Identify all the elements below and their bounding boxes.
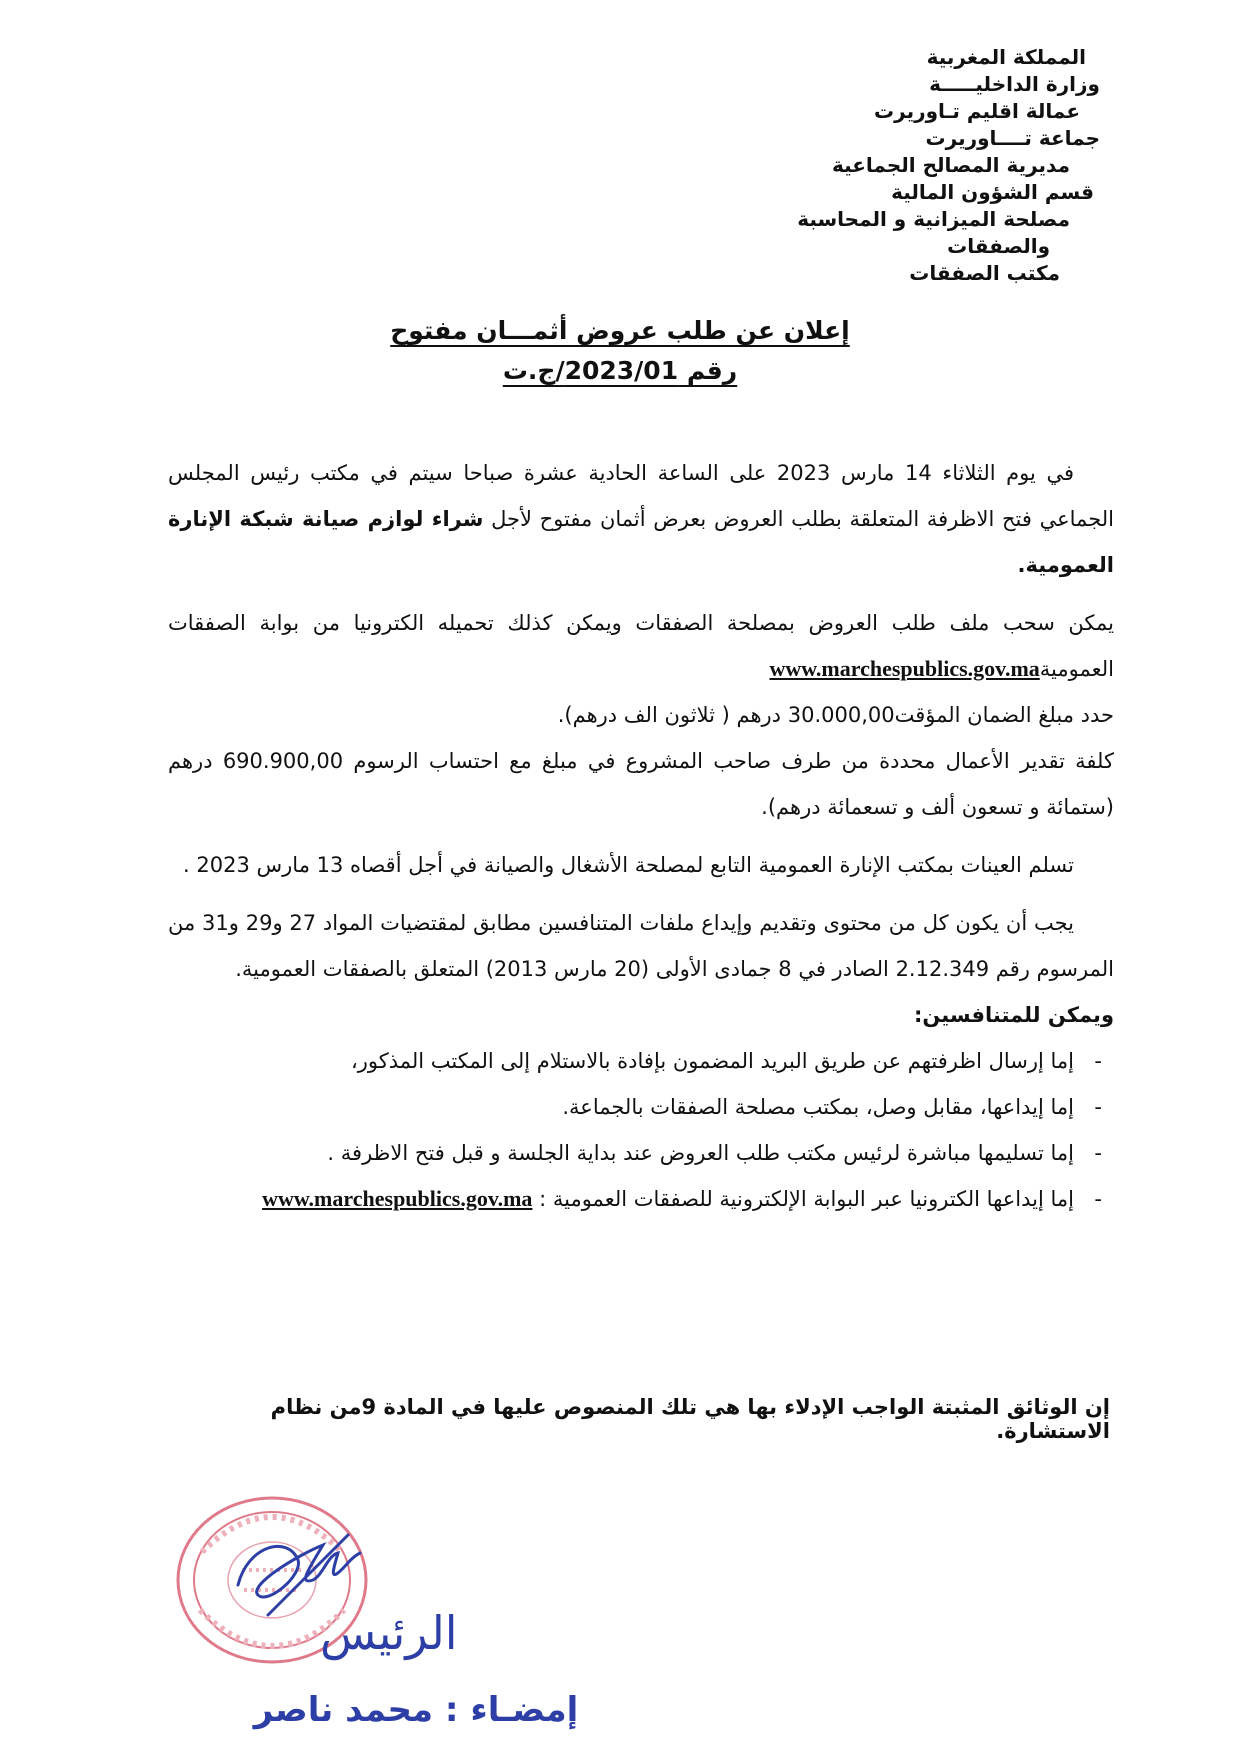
competitors-subheading: ويمكن للمتنافسين: (914, 1003, 1114, 1027)
letterhead-line: مصلحة الميزانية و المحاسبة (797, 207, 1070, 231)
signature-title: الرئيس (320, 1606, 458, 1660)
letterhead-line: وزارة الداخليـــــة (929, 72, 1100, 96)
announcement-body (168, 450, 1114, 1222)
closing-statement: إن الوثائق المثبتة الواجب الإدلاء بها هي تلك المنصوص عليها في المادة 9من نظام الاستشارة. (270, 1395, 1110, 1443)
letterhead (760, 44, 1100, 287)
letterhead-line: مكتب الصفقات (909, 261, 1060, 285)
list-item: - إما إرسال اظرفتهم عن طريق البريد المضمون بإفادة بالاستلام إلى المكتب المذكور، (168, 1038, 1114, 1084)
list-item: - إما إيداعها، مقابل وصل، بمكتب مصلحة الصفقات بالجماعة. (168, 1084, 1114, 1130)
letterhead-line: جماعة تــــاوريرت (925, 126, 1100, 150)
submission-options-list (168, 1038, 1114, 1222)
paragraph-cost-estimate: كلفة تقدير الأعمال محددة من طرف صاحب المشروع في مبلغ مع احتساب الرسوم 690.900,00 درهم (ستمائة و تسعون ألف و تسعمائة درهم). (168, 749, 1115, 819)
portal-link[interactable]: www.marchespublics.gov.ma (262, 1186, 533, 1211)
letterhead-line: قسم الشؤون المالية (891, 180, 1094, 204)
list-item: - إما إيداعها الكترونيا عبر البوابة الإلكترونية للصفقات العمومية : www.marchespublics.gov.ma (168, 1176, 1114, 1222)
paragraph-legal: يجب أن يكون كل من محتوى وتقديم وإيداع ملفات المتنافسين مطابق لمقتضيات المواد 27 و29 و31 من المرسوم رقم 2.12.349 الصادر في 8 جمادى الأولى (20 مارس 2013) المتعلق بالصفقات العمومية. (168, 911, 1114, 981)
paragraph-download: يمكن سحب ملف طلب العروض بمصلحة الصفقات ويمكن كذلك تحميله الكترونيا من بوابة الصفقات العموميةwww.marchespublics.gov.ma (168, 611, 1114, 681)
letterhead-line: والصفقات (947, 234, 1050, 258)
paragraph-samples: تسلم العينات بمكتب الإنارة العمومية التابع لمصلحة الأشغال والصيانة في أجل أقصاه 13 مارس 2023 . (183, 853, 1074, 877)
announcement-number: رقم 2023/01/ج.ت (502, 356, 738, 385)
paragraph-guarantee: حدد مبلغ الضمان المؤقت30.000,00 درهم ( ثلاثون الف درهم). (557, 703, 1114, 727)
paragraph-opening: في يوم الثلاثاء 14 مارس 2023 على الساعة الحادية عشرة صباحا سيتم في مكتب رئيس المجلس الجماعي فتح الاظرفة المتعلقة بطلب العروض بعرض أثمان مفتوح لأجل شراء لوازم صيانة شبكة الإنارة العمومية. (168, 461, 1114, 577)
letterhead-line: مديرية المصالح الجماعية (831, 153, 1070, 177)
letterhead-line: عمالة اقليم تـاوريرت (874, 99, 1080, 123)
signer-name: إمضـاء : محمد ناصر (253, 1690, 579, 1730)
portal-link[interactable]: www.marchespublics.gov.ma (769, 656, 1040, 681)
announcement-title: إعلان عن طلب عروض أثمـــان مفتوح (390, 316, 850, 345)
letterhead-line: المملكة المغربية (926, 45, 1086, 69)
object-of-tender: شراء لوازم صيانة شبكة الإنارة العمومية. (168, 507, 1114, 577)
list-item: - إما تسليمها مباشرة لرئيس مكتب طلب العروض عند بداية الجلسة و قبل فتح الاظرفة . (168, 1130, 1114, 1176)
